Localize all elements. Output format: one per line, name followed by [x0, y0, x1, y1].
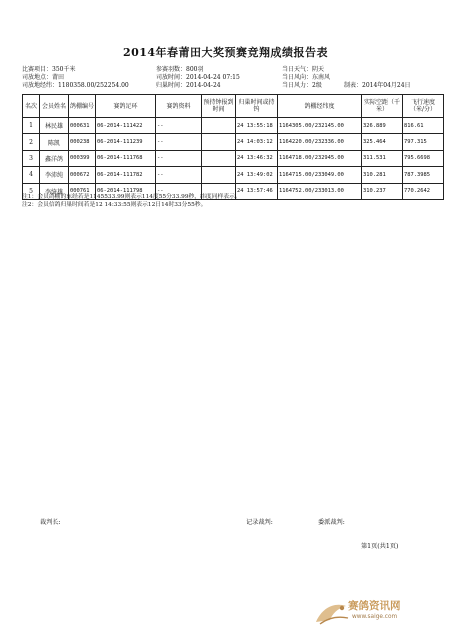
cell-return-time: 24 13:55:18 — [236, 118, 278, 134]
cell-return-time: 24 14:03:12 — [236, 134, 278, 150]
weather: 当日天气：阴天 — [282, 66, 325, 73]
header-rank: 名次 — [23, 95, 40, 118]
header-report-time: 预持钟报到时间 — [202, 95, 236, 118]
cell-report-time — [202, 150, 236, 166]
header-member-name: 会员姓名 — [40, 95, 69, 118]
cell-return-time: 24 13:57:46 — [236, 183, 278, 199]
cell-ring: 06-2014-111768 — [96, 150, 156, 166]
cell-speed: 787.3985 — [403, 167, 444, 183]
cell-member-name: 李绮雄 — [40, 183, 69, 199]
table-row — [23, 118, 444, 134]
cell-rank: 1 — [23, 118, 40, 134]
note-2: 注2：会员信鸽归巢时间若是12 14:33:55则表示12日14时33分55秒。 — [22, 202, 207, 208]
cell-loft-id: 000672 — [69, 167, 96, 183]
results-table — [22, 94, 444, 200]
cell-distance: 325.464 — [362, 134, 403, 150]
cell-coordinates: 1164305.00/232145.00 — [278, 118, 362, 134]
cell-distance: 311.531 — [362, 150, 403, 166]
cell-rank: 5 — [23, 183, 40, 199]
cell-member-name: 李沛纯 — [40, 167, 69, 183]
cell-distance: 310.237 — [362, 183, 403, 199]
cell-pigeon-info: -- — [156, 167, 202, 183]
chief-judge-label: 裁判长: — [40, 519, 61, 526]
cell-loft-id: 000631 — [69, 118, 96, 134]
table-row — [23, 150, 444, 166]
entries-count: 参赛羽数：800羽 — [156, 66, 204, 73]
cell-rank: 4 — [23, 167, 40, 183]
release-place: 司放地点：莆田 — [22, 74, 65, 81]
release-coordinates: 司放地经纬：1180358.00/252254.00 — [22, 82, 129, 89]
cell-member-name: 陈凯 — [40, 134, 69, 150]
cell-loft-id: 000399 — [69, 150, 96, 166]
cell-loft-id: 000238 — [69, 134, 96, 150]
cell-distance: 326.889 — [362, 118, 403, 134]
cell-report-time — [202, 118, 236, 134]
cell-ring: 06-2014-111422 — [96, 118, 156, 134]
cell-report-time — [202, 134, 236, 150]
cell-pigeon-info: -- — [156, 150, 202, 166]
cell-speed: 816.61 — [403, 118, 444, 134]
delegate-judge-label: 委派裁判: — [318, 519, 345, 526]
race-item: 比赛项目：350千米 — [22, 66, 76, 73]
cell-coordinates: 1164752.00/233013.00 — [278, 183, 362, 199]
cell-speed: 770.2642 — [403, 183, 444, 199]
table-row — [23, 134, 444, 150]
cell-report-time — [202, 167, 236, 183]
watermark-url: www.saige.com — [352, 614, 398, 620]
cell-loft-id: 000761 — [69, 183, 96, 199]
header-loft-id: 鸽棚编号 — [69, 95, 96, 118]
cell-return-time: 24 13:49:02 — [236, 167, 278, 183]
header-coordinates: 鸽棚经纬度 — [278, 95, 362, 118]
table-row — [23, 167, 444, 183]
wind-direction: 当日风向：东南风 — [282, 74, 331, 81]
cell-pigeon-info: -- — [156, 183, 202, 199]
header-distance: 实际空距（千米） — [362, 95, 403, 118]
return-time: 归巢时间：2014-04-24 — [156, 82, 221, 89]
header-return-time: 归巢时间或持钨 — [236, 95, 278, 118]
cell-distance: 310.281 — [362, 167, 403, 183]
header-speed: 飞行速度（米/分） — [403, 95, 444, 118]
cell-ring: 06-2014-111239 — [96, 134, 156, 150]
cell-rank: 3 — [23, 150, 40, 166]
cell-coordinates: 1164718.00/232945.00 — [278, 150, 362, 166]
cell-ring: 06-2014-111798 — [96, 183, 156, 199]
report-title: 2014年春莆田大奖预赛竞翔成绩报告表 — [122, 46, 329, 59]
recorder-judge-label: 记录裁判: — [246, 519, 273, 526]
made-date: 制表：2014年04月24日 — [344, 82, 411, 89]
watermark-text: 赛鸽资讯网 — [348, 600, 401, 612]
cell-speed: 797.315 — [403, 134, 444, 150]
cell-pigeon-info: -- — [156, 134, 202, 150]
wind-force: 当日风力：2级 — [282, 82, 322, 89]
note-1: 注1：会员鸽棚的东经若是1145533.99则表示114度55分33.99秒，纬度同样表示。 — [22, 194, 241, 200]
table-header-row — [23, 95, 444, 118]
release-time: 司放时间：2014-04-24 07:15 — [156, 74, 240, 81]
cell-coordinates: 1164220.00/232336.00 — [278, 134, 362, 150]
cell-member-name: 鑫洋鸽 — [40, 150, 69, 166]
cell-pigeon-info: -- — [156, 118, 202, 134]
cell-member-name: 林民雄 — [40, 118, 69, 134]
cell-speed: 795.6698 — [403, 150, 444, 166]
cell-return-time: 24 13:46:32 — [236, 150, 278, 166]
header-ring: 赛鸽足环 — [96, 95, 156, 118]
page-number: 第1页(共1页) — [361, 543, 399, 550]
cell-rank: 2 — [23, 134, 40, 150]
cell-ring: 06-2014-111782 — [96, 167, 156, 183]
notes — [22, 193, 241, 209]
cell-coordinates: 1164715.00/233049.00 — [278, 167, 362, 183]
header-pigeon-info: 赛鸽资料 — [156, 95, 202, 118]
